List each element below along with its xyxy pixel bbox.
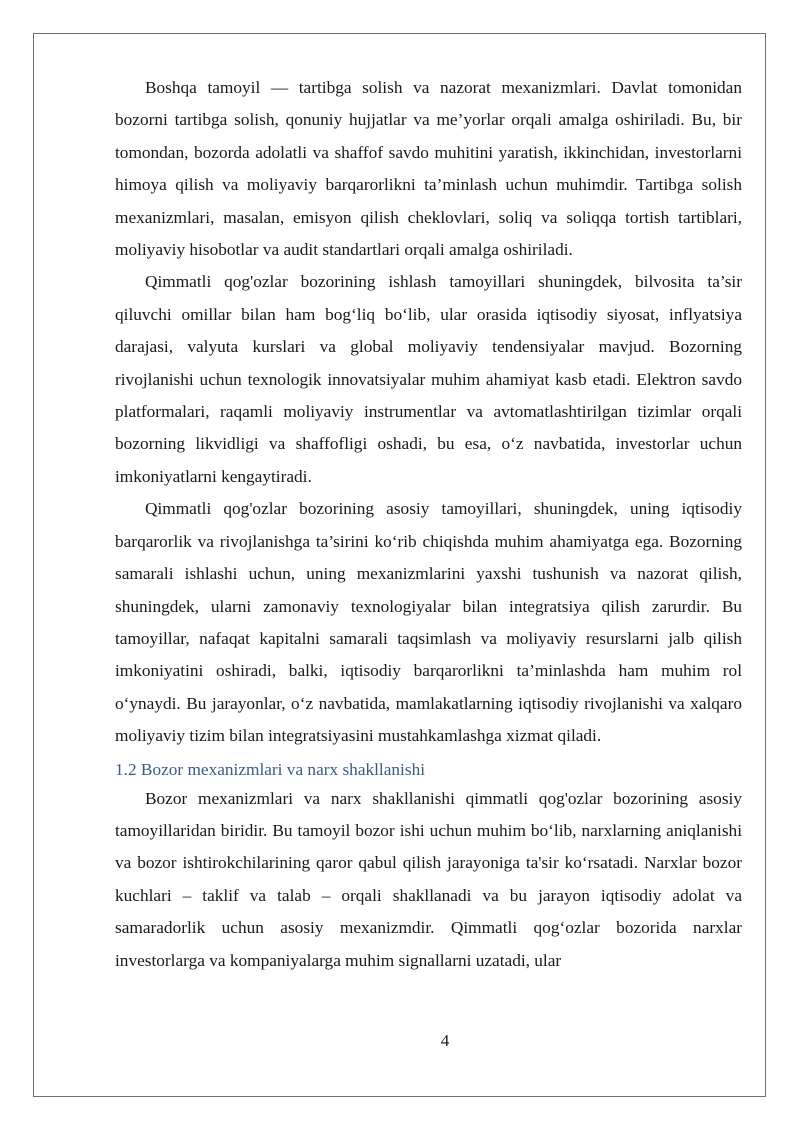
section-heading: 1.2 Bozor mexanizmlari va narx shakllanishi — [115, 759, 426, 779]
paragraph-indirect-factors: Qimmatli qog'ozlar bozorining ishlash tamoyillari shuningdek, bilvosita ta’sir qiluvchi omillar bilan ham bog‘liq bo‘lib, ular orasida iqtisodiy siyosat, inflyatsiya darajasi, valyuta kurslari va global moliyaviy tendensiyalar mavjud. Bozorning rivojlanishi uchun texnologik innovatsiyalar muhim ahamiyat kasb etadi. Elektron savdo platformalari, raqamli moliyaviy instrumentlar va avtomatlashtirilgan tizimlar orqali bozorning likvidligi va shaffofligi oshadi, bu esa, o‘z navbatida, investorlar uchun imkoniyatlarni kengaytiradi. — [115, 272, 742, 486]
page-number: 4 — [440, 1031, 450, 1050]
paragraph-core-principles: Qimmatli qog'ozlar bozorining asosiy tamoyillari, shuningdek, uning iqtisodiy barqarorlik va rivojlanishga ta’sirini ko‘rib chiqishda muhim ahamiyatga ega. Bozorning samarali ishlashi uchun, uning mexanizmlarini yaxshi tushunish va nazorat qilish, shuningdek, ularni zamonaviy texnologiyalar bilan integratsiya qilish zarurdir. Bu tamoyillar, nafaqat kapitalni samarali taqsimlash va moliyaviy resurslarni jalb qilish imkoniyatini oshiradi, balki, iqtisodiy barqarorlikni ta’minlashda ham muhim rol o‘ynaydi. Bu jarayonlar, o‘z navbatida, mamlakatlarning iqtisodiy rivojlanishi va xalqaro moliyaviy tizim bilan integratsiyasini mustahkamlashga xizmat qiladi. — [115, 499, 742, 746]
document-body — [115, 72, 742, 977]
paragraph-regulation: Boshqa tamoyil — tartibga solish va nazorat mexanizmlari. Davlat tomonidan bozorni tartibga solish, qonuniy hujjatlar va me’yorlar orqali amalga oshiriladi. Bu, bir tomondan, bozorda adolatli va shaffof savdo muhitini yaratish, ikkinchidan, investorlarni himoya qilish va moliyaviy barqarorlikni ta’minlash uchun muhimdir. Tartibga solish mexanizmlari, masalan, emisyon qilish cheklovlari, soliq va soliqqa tortish tartiblari, moliyaviy hisobotlar va audit standartlari orqali amalga oshiriladi. — [115, 78, 742, 260]
paragraph-price-formation: Bozor mexanizmlari va narx shakllanishi qimmatli qog'ozlar bozorining asosiy tamoyillaridan biridir. Bu tamoyil bozor ishi uchun muhim bo‘lib, narxlarning aniqlanishi va bozor ishtirokchilarining qaror qabul qilish jarayoniga ta'sir ko‘rsatadi. Narxlar bozor kuchlari – taklif va talab – orqali shakllanadi va bu jarayon iqtisodiy adolat va samaradorlik uchun asosiy mexanizmdir. Qimmatli qog‘ozlar bozorida narxlar investorlarga va kompaniyalarga muhim signallarni uzatadi, ular — [115, 788, 742, 970]
